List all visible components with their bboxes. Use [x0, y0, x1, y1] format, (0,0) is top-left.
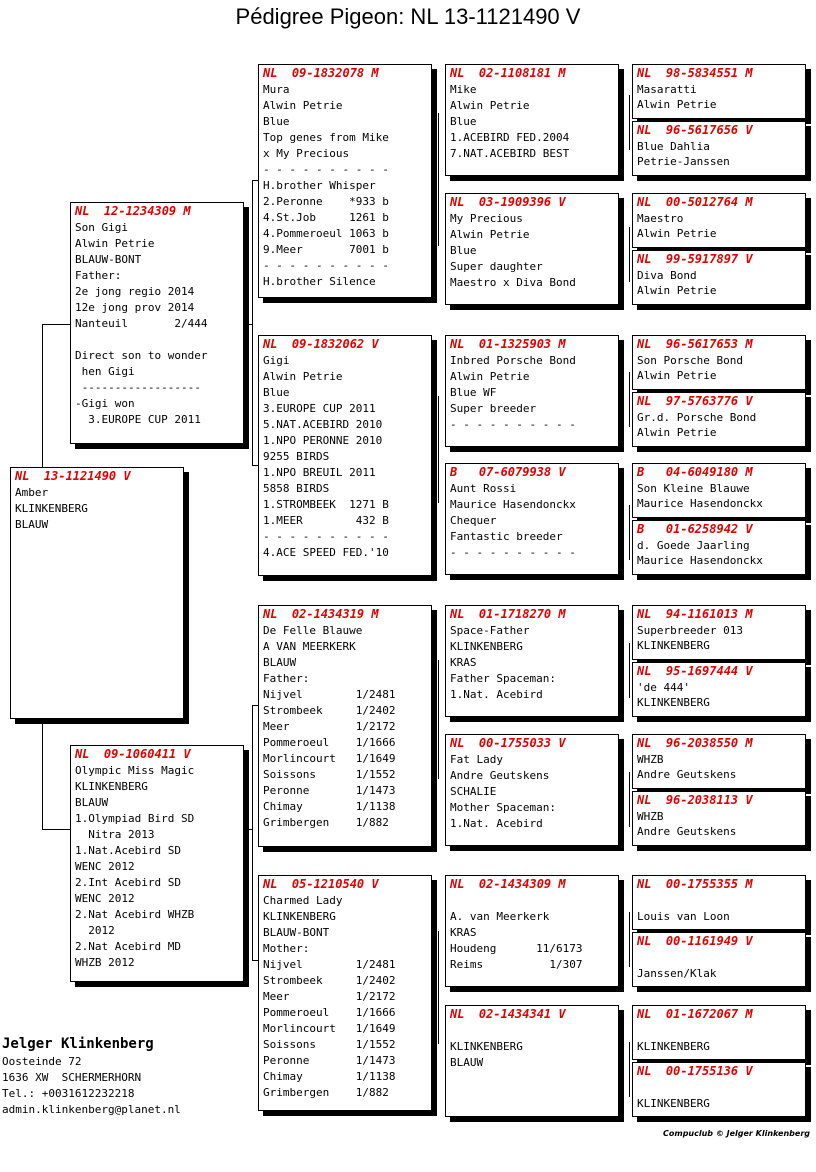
card-line: Superbreeder 013 — [637, 624, 743, 637]
card-line: Gr.d. Porsche Bond — [637, 411, 757, 424]
card-line: BLAUW — [263, 656, 297, 669]
connector — [629, 772, 630, 827]
card-line: Chimay 1/1138 — [263, 1070, 396, 1083]
pedigree-card-gg-grandparent[interactable] — [632, 734, 806, 789]
card-line: Alwin Petrie — [75, 237, 155, 250]
ring-number: NL 94-1161013 M — [637, 607, 753, 621]
card-line: BLAUW — [15, 518, 49, 531]
card-line: My Precious — [450, 212, 523, 225]
card-line: H.brother Silence — [263, 275, 376, 288]
card-line: Alwin Petrie — [637, 369, 717, 382]
card-line: Louis van Loon — [637, 910, 730, 923]
ring-number: NL 00-5012764 M — [637, 195, 753, 209]
card-line — [633, 950, 805, 966]
card-line: 3.EUROPE CUP 2011 — [263, 402, 376, 415]
card-line: 1.NPO BREUIL 2011 — [263, 466, 376, 479]
card-line: Mike — [450, 83, 477, 96]
card-line: A VAN MEERKERK — [263, 640, 356, 653]
card-line — [633, 1080, 805, 1096]
card-line: Chequer — [450, 514, 497, 527]
card-line: De Felle Blauwe — [263, 624, 363, 637]
pedigree-card-great-grandparent[interactable] — [445, 335, 619, 447]
connector — [42, 324, 43, 469]
pedigree-card-gg-grandparent[interactable] — [632, 250, 806, 305]
card-line: Father: — [263, 672, 310, 685]
ring-number: NL 01-1325903 M — [450, 337, 566, 351]
pedigree-card-gg-grandparent[interactable] — [632, 791, 806, 846]
pedigree-card-gg-grandparent[interactable] — [632, 1062, 806, 1117]
ring-number: NL 00-1755136 V — [637, 1064, 753, 1078]
pedigree-card-gg-grandparent[interactable] — [632, 932, 806, 987]
pedigree-card-great-grandparent[interactable] — [445, 463, 619, 575]
card-line: 1.Nat. Acebird — [450, 688, 543, 701]
card-line: KLINKENBERG — [637, 1040, 710, 1053]
ring-number: NL 95-1697444 V — [637, 664, 753, 678]
card-line: Blue — [450, 244, 477, 257]
card-line: Grimbergen 1/882 — [263, 1086, 389, 1099]
card-line: Strombeek 1/2402 — [263, 974, 396, 987]
ring-number: NL 05-1210540 V — [263, 877, 379, 891]
card-line: Janssen/Klak — [637, 967, 717, 980]
copyright-footer: Compuclub © Jelger Klinkenberg — [663, 1129, 810, 1138]
connector — [629, 912, 630, 967]
ring-number: NL 02-1434319 M — [263, 607, 379, 621]
card-line: Reims 1/307 — [450, 958, 583, 971]
card-line: Father Spaceman: — [450, 672, 556, 685]
card-line: Maestro — [637, 212, 684, 225]
card-line: 1.Olympiad Bird SD — [75, 812, 195, 825]
connector — [629, 95, 630, 150]
card-line: Blue — [450, 115, 477, 128]
pedigree-card-grandparent[interactable] — [258, 875, 432, 1111]
card-line: Inbred Porsche Bond — [450, 354, 576, 367]
card-line: 1.Nat. Acebird — [450, 817, 543, 830]
card-line: WHZB — [637, 753, 664, 766]
ring-number: NL 96-5617656 V — [637, 123, 753, 137]
connector — [243, 829, 253, 830]
connector — [252, 705, 253, 960]
ring-number: NL 09-1060411 V — [75, 747, 191, 761]
owner-name: Jelger Klinkenberg — [2, 1036, 154, 1052]
card-line: Mother: — [263, 942, 310, 955]
pedigree-card-subject[interactable] — [10, 467, 184, 719]
connector — [438, 113, 439, 246]
connector — [629, 227, 630, 282]
connector — [629, 505, 630, 560]
card-line: Blue — [263, 386, 290, 399]
card-line: ------------------ — [75, 381, 201, 394]
card-line: 'de 444' — [637, 681, 690, 694]
ring-number: B 04-6049180 M — [637, 465, 753, 479]
ring-number: NL 00-1755355 M — [637, 877, 753, 891]
card-line: Nijvel 1/2481 — [263, 688, 396, 701]
connector — [629, 1042, 630, 1097]
card-line: Amber — [15, 486, 49, 499]
card-line: BLAUW — [450, 1056, 484, 1069]
card-line: Fantastic breeder — [450, 530, 563, 543]
pedigree-card-gg-grandparent[interactable] — [632, 605, 806, 660]
connector — [438, 660, 439, 779]
connector — [42, 324, 72, 325]
owner-city: 1636 XW SCHERMERHORN — [2, 1071, 142, 1084]
card-line: KLINKENBERG — [75, 780, 148, 793]
card-line: Alwin Petrie — [450, 228, 530, 241]
ring-number: NL 02-1434341 V — [450, 1007, 566, 1021]
card-line: Diva Bond — [637, 269, 697, 282]
card-line: KLINKENBERG — [15, 502, 88, 515]
card-line: Houdeng 11/6173 — [450, 942, 583, 955]
card-line: Masaratti — [637, 83, 697, 96]
card-line: Blue — [263, 115, 290, 128]
ring-number: NL 13-1121490 V — [15, 469, 131, 483]
card-line: 9.Meer 7001 b — [263, 243, 389, 256]
pedigree-card-gg-grandparent[interactable] — [632, 335, 806, 390]
connector — [629, 372, 630, 427]
card-line: KLINKENBERG — [637, 696, 710, 709]
card-line: 2.Nat Acebird WHZB — [75, 908, 195, 921]
connector — [42, 829, 72, 830]
card-line: - - - - - - - - - - — [450, 546, 576, 559]
pedigree-card-great-grandparent[interactable] — [445, 193, 619, 305]
card-line: Mura — [263, 83, 290, 96]
card-line: Petrie-Janssen — [637, 155, 730, 168]
connector — [42, 718, 43, 829]
card-line: KLINKENBERG — [450, 1040, 523, 1053]
card-line: Grimbergen 1/882 — [263, 816, 389, 829]
card-line — [71, 332, 243, 348]
ring-number: NL 97-5763776 V — [637, 394, 753, 408]
card-line: KLINKENBERG — [637, 639, 710, 652]
card-line: Strombeek 1/2402 — [263, 704, 396, 717]
card-line: KRAS — [450, 926, 477, 939]
pedigree-card-great-grandparent[interactable] — [445, 64, 619, 176]
card-line: - - - - - - - - - - — [450, 418, 576, 431]
card-line — [446, 1023, 618, 1039]
ring-number: NL 99-5917897 V — [637, 252, 753, 266]
card-line: Alwin Petrie — [263, 370, 343, 383]
card-line — [633, 1023, 805, 1039]
card-line: Direct son to wonder — [75, 349, 208, 362]
ring-number: B 01-6258942 V — [637, 522, 753, 536]
card-line: 7.NAT.ACEBIRD BEST — [450, 147, 570, 160]
card-line: Charmed Lady — [263, 894, 343, 907]
card-line: Morlincourt 1/1649 — [263, 1022, 396, 1035]
ring-number: NL 09-1832062 V — [263, 337, 379, 351]
pedigree-card-grandparent[interactable] — [258, 605, 432, 847]
card-line: Maurice Hasendonckx — [450, 498, 576, 511]
card-line: 12e jong prov 2014 — [75, 301, 195, 314]
card-line: Andre Geutskens — [637, 768, 737, 781]
card-line: Maurice Hasendonckx — [637, 497, 763, 510]
card-line: Soissons 1/1552 — [263, 1038, 396, 1051]
pedigree-card-grandparent[interactable] — [258, 335, 432, 576]
card-line: hen Gigi — [75, 365, 135, 378]
card-line: WHZB — [637, 810, 664, 823]
ring-number: NL 02-1108181 M — [450, 66, 566, 80]
ring-number: B 07-6079938 V — [450, 465, 566, 479]
ring-number: NL 98-5834551 M — [637, 66, 753, 80]
card-line: H.brother Whisper — [263, 179, 376, 192]
card-line: Morlincourt 1/1649 — [263, 752, 396, 765]
card-line: Alwin Petrie — [450, 370, 530, 383]
card-line: WHZB 2012 — [75, 956, 135, 969]
ring-number: NL 96-5617653 M — [637, 337, 753, 351]
connector — [438, 931, 439, 1044]
pedigree-card-dam[interactable] — [70, 745, 244, 982]
card-line: 2e jong regio 2014 — [75, 285, 195, 298]
pedigree-card-gg-grandparent[interactable] — [632, 463, 806, 518]
card-line: 1.NPO PERONNE 2010 — [263, 434, 383, 447]
card-line: Alwin Petrie — [450, 99, 530, 112]
card-line: Father: — [75, 269, 122, 282]
card-line: Blue Dahlia — [637, 140, 710, 153]
card-line — [633, 893, 805, 909]
pedigree-card-sire[interactable] — [70, 202, 244, 444]
pedigree-card-gg-grandparent[interactable] — [632, 64, 806, 119]
card-line: Blue WF — [450, 386, 497, 399]
card-line: Gigi — [263, 354, 290, 367]
ring-number: NL 02-1434309 M — [450, 877, 566, 891]
card-line: Son Kleine Blauwe — [637, 482, 750, 495]
card-line: 1.MEER 432 B — [263, 514, 389, 527]
pedigree-card-gg-grandparent[interactable] — [632, 392, 806, 447]
card-line: 3.EUROPE CUP 2011 — [75, 413, 201, 426]
card-line: 4.Pommeroeul 1063 b — [263, 227, 389, 240]
card-line: 1.STROMBEEK 1271 B — [263, 498, 389, 511]
card-line: Alwin Petrie — [263, 99, 343, 112]
pedigree-card-grandparent[interactable] — [258, 64, 432, 298]
ring-number: NL 00-1161949 V — [637, 934, 753, 948]
card-line: Alwin Petrie — [637, 284, 717, 297]
card-line: Super daughter — [450, 260, 543, 273]
card-line: BLAUW-BONT — [75, 253, 142, 266]
card-line: Space-Father — [450, 624, 530, 637]
card-line: SCHALIE — [450, 785, 497, 798]
card-line: Maurice Hasendonckx — [637, 554, 763, 567]
card-line: - - - - - - - - - - — [263, 163, 389, 176]
card-line: 2.Int Acebird SD — [75, 876, 181, 889]
card-line: 1.Nat.Acebird SD — [75, 844, 181, 857]
card-line: 2.Peronne *933 b — [263, 195, 389, 208]
card-line: Son Porsche Bond — [637, 354, 743, 367]
pedigree-card-great-grandparent[interactable] — [445, 875, 619, 987]
card-line: KRAS — [450, 656, 477, 669]
card-line: WENC 2012 — [75, 860, 135, 873]
card-line: Chimay 1/1138 — [263, 800, 396, 813]
card-line: Peronne 1/1473 — [263, 784, 396, 797]
card-line: Fat Lady — [450, 753, 503, 766]
pedigree-card-gg-grandparent[interactable] — [632, 662, 806, 717]
card-line: Soissons 1/1552 — [263, 768, 396, 781]
ring-number: NL 96-2038550 M — [637, 736, 753, 750]
card-line: 5858 BIRDS — [263, 482, 330, 495]
card-line: Alwin Petrie — [637, 426, 717, 439]
card-line: x My Precious — [263, 147, 350, 160]
card-line: - - - - - - - - - - — [263, 259, 389, 272]
card-line: Aunt Rossi — [450, 482, 517, 495]
card-line: Alwin Petrie — [637, 227, 717, 240]
card-line: 2.Nat Acebird MD — [75, 940, 181, 953]
card-line: Nitra 2013 — [75, 828, 155, 841]
card-line: Andre Geutskens — [450, 769, 550, 782]
owner-email[interactable]: admin.klinkenberg@planet.nl — [2, 1103, 181, 1116]
card-line: 5.NAT.ACEBIRD 2010 — [263, 418, 383, 431]
card-line: - - - - - - - - - - — [263, 530, 389, 543]
ring-number: NL 09-1832078 M — [263, 66, 379, 80]
connector — [243, 324, 253, 325]
card-line: Pommeroeul 1/1666 — [263, 736, 396, 749]
pedigree-card-gg-grandparent[interactable] — [632, 193, 806, 248]
ring-number: NL 01-1672067 M — [637, 1007, 753, 1021]
card-line: Meer 1/2172 — [263, 720, 396, 733]
card-line: A. van Meerkerk — [450, 910, 550, 923]
card-line: 9255 BIRDS — [263, 450, 330, 463]
card-line: Pommeroeul 1/1666 — [263, 1006, 396, 1019]
card-line: Peronne 1/1473 — [263, 1054, 396, 1067]
card-line — [446, 893, 618, 909]
pedigree-card-gg-grandparent[interactable] — [632, 875, 806, 930]
connector — [438, 396, 439, 503]
ring-number: NL 03-1909396 V — [450, 195, 566, 209]
card-line: 4.ACE SPEED FED.'10 — [263, 546, 389, 559]
owner-phone: Tel.: +0031612232218 — [2, 1087, 135, 1100]
card-line: 2012 — [75, 924, 115, 937]
pedigree-card-great-grandparent[interactable] — [445, 605, 619, 717]
card-line: KLINKENBERG — [637, 1097, 710, 1110]
pedigree-card-gg-grandparent[interactable] — [632, 121, 806, 176]
pedigree-card-great-grandparent[interactable] — [445, 734, 619, 846]
card-line: Olympic Miss Magic — [75, 764, 195, 777]
card-line: -Gigi won — [75, 397, 135, 410]
ring-number: NL 12-1234309 M — [75, 204, 191, 218]
pedigree-card-great-grandparent[interactable] — [445, 1005, 619, 1117]
connector — [252, 180, 253, 465]
owner-address: Oosteinde 72 — [2, 1055, 82, 1068]
card-line: 4.St.Job 1261 b — [263, 211, 389, 224]
owner-info — [2, 1034, 181, 1118]
card-line: Andre Geutskens — [637, 825, 737, 838]
card-line: Son Gigi — [75, 221, 128, 234]
pedigree-card-gg-grandparent[interactable] — [632, 520, 806, 575]
card-line: Maestro x Diva Bond — [450, 276, 576, 289]
card-line: KLINKENBERG — [450, 640, 523, 653]
card-line: d. Goede Jaarling — [637, 539, 750, 552]
card-line: Nijvel 1/2481 — [263, 958, 396, 971]
ring-number: NL 00-1755033 V — [450, 736, 566, 750]
card-line: Mother Spaceman: — [450, 801, 556, 814]
card-line: BLAUW — [75, 796, 109, 809]
card-line: BLAUW-BONT — [263, 926, 330, 939]
card-line: Meer 1/2172 — [263, 990, 396, 1003]
card-line: Nanteuil 2/444 — [75, 317, 208, 330]
card-line: Top genes from Mike — [263, 131, 389, 144]
pedigree-card-gg-grandparent[interactable] — [632, 1005, 806, 1060]
card-line: KLINKENBERG — [263, 910, 336, 923]
card-line: WENC 2012 — [75, 892, 135, 905]
card-line: Alwin Petrie — [637, 98, 717, 111]
ring-number: NL 01-1718270 M — [450, 607, 566, 621]
page-title: Pédigree Pigeon: NL 13-1121490 V — [235, 4, 581, 29]
connector — [629, 643, 630, 698]
card-line: 1.ACEBIRD FED.2004 — [450, 131, 570, 144]
ring-number: NL 96-2038113 V — [637, 793, 753, 807]
card-line: Super breeder — [450, 402, 537, 415]
